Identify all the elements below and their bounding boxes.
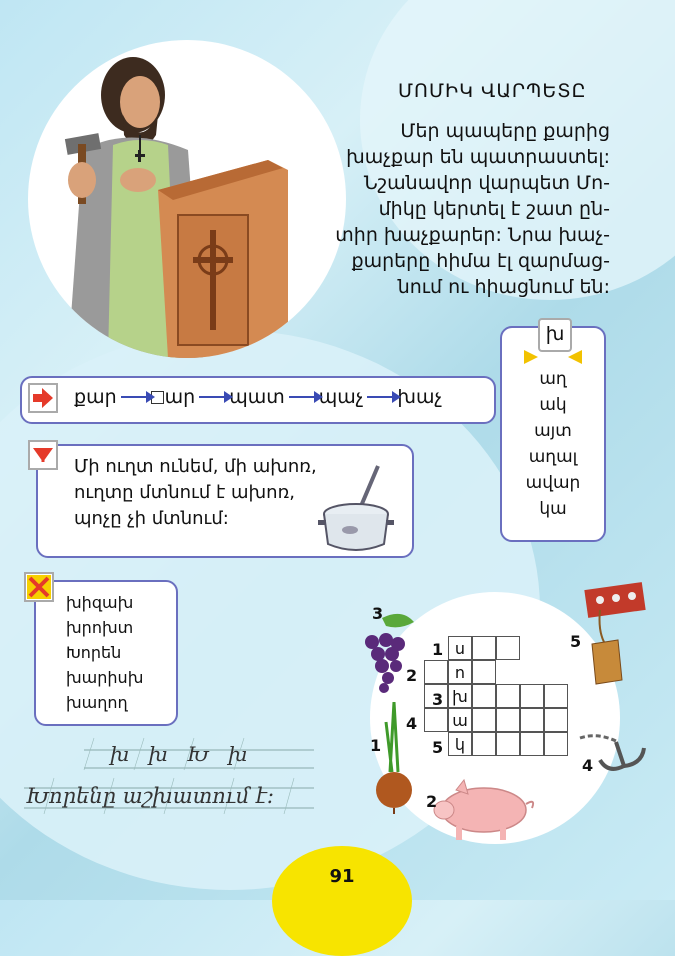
story-line: տիր խաչքարեր: Նրա խաչ- xyxy=(335,224,610,246)
crossword-cell[interactable] xyxy=(472,732,496,756)
crossword-cell[interactable] xyxy=(472,708,496,732)
crossword-letter-cell: խ xyxy=(448,684,472,708)
crossword-cell[interactable] xyxy=(520,708,544,732)
crossword-row-number: 1 xyxy=(432,640,444,659)
story-line: Նշանավոր վարպետ Մո- xyxy=(363,172,610,194)
crossword-row-number: 4 xyxy=(406,714,418,733)
master-illustration xyxy=(28,40,346,358)
page-number: 91 xyxy=(329,866,355,887)
arrow-icon xyxy=(367,396,393,398)
pig-icon xyxy=(430,776,540,842)
crossword-cell[interactable] xyxy=(472,636,496,660)
crossword-row-number: 2 xyxy=(406,666,418,685)
crossword-cell[interactable] xyxy=(520,684,544,708)
crossword-cell[interactable] xyxy=(424,708,448,732)
story-line: Մեր պապերը քարից xyxy=(400,120,610,142)
crossword-cell[interactable] xyxy=(520,732,544,756)
clue-number-pig: 2 xyxy=(426,792,438,811)
list-item: խարիսխ xyxy=(66,668,144,687)
clue-number-bag: 5 xyxy=(570,632,582,651)
riddle-box xyxy=(36,444,414,558)
crossword-cell[interactable] xyxy=(544,708,568,732)
word-chain xyxy=(74,386,442,408)
list-item: խաղող xyxy=(66,693,128,712)
handwriting-line-1: խ խ Խ խ xyxy=(110,742,248,766)
list-item: կա xyxy=(539,499,567,519)
down-arrow-icon xyxy=(28,440,58,470)
pointer-arrows-icon xyxy=(522,348,584,366)
clue-number-grapes: 3 xyxy=(372,604,384,623)
page-title: ՄՈՄԻԿ ՎԱՐՊԵՏԸ xyxy=(398,80,587,102)
riddle-text xyxy=(74,454,317,532)
chain-word: ար xyxy=(164,386,196,408)
arrow-icon xyxy=(289,396,315,398)
x-word-list xyxy=(66,590,143,715)
story-line: քարերը հիմա էլ զարմաց- xyxy=(351,250,610,272)
list-item: աղալ xyxy=(528,447,578,467)
word-list xyxy=(502,366,604,522)
crossword-letter-cell: ս xyxy=(448,636,472,660)
crossword-cell[interactable] xyxy=(496,732,520,756)
story-line: միկը կերտել է շատ ըն- xyxy=(378,198,610,220)
chain-word: խաչ xyxy=(397,386,443,408)
arrow-icon xyxy=(199,396,225,398)
right-arrow-icon xyxy=(28,383,58,413)
arrow-icon xyxy=(121,396,147,398)
chain-word: պաչ xyxy=(318,386,364,408)
list-item: Խորեն xyxy=(66,643,122,662)
crossword-cell[interactable] xyxy=(496,636,520,660)
crossword-letter-cell: ո xyxy=(448,660,472,684)
clue-number-onion: 1 xyxy=(370,736,382,755)
crossword-cell[interactable] xyxy=(496,684,520,708)
list-item: աղ xyxy=(539,369,567,389)
crossword-row-number: 5 xyxy=(432,738,444,757)
story-line: խաչքար են պատրաստել: xyxy=(346,146,610,168)
crossword-cell[interactable] xyxy=(496,708,520,732)
x-word-box xyxy=(34,580,178,726)
crossword-cell[interactable] xyxy=(472,684,496,708)
story-text xyxy=(300,118,610,300)
chain-word: քար xyxy=(74,386,117,408)
riddle-line: պոչը չի մտնում: xyxy=(74,508,229,529)
riddle-line: Մի ուղտ ունեմ, մի ախոռ, xyxy=(74,456,317,477)
crossword-cell[interactable] xyxy=(544,732,568,756)
riddle-line: ուղտը մտնում է ախոռ, xyxy=(74,482,295,503)
list-item: ավար xyxy=(525,473,581,493)
word-chain-box xyxy=(20,376,496,424)
story-line: նում ու հիացնում են: xyxy=(397,276,610,298)
list-item: այտ xyxy=(534,421,572,441)
letter-tab: խ xyxy=(538,318,572,352)
pot-and-ladle-icon xyxy=(318,464,398,554)
crossword-letter-cell: կ xyxy=(448,732,472,756)
list-item: ակ xyxy=(539,395,567,415)
chain-word: պատ xyxy=(229,386,285,408)
letter-word-box xyxy=(500,323,606,542)
crossword-cell[interactable] xyxy=(424,660,448,684)
crossword-letter-cell: ա xyxy=(448,708,472,732)
crossword-cell[interactable] xyxy=(544,684,568,708)
page-number-badge xyxy=(272,846,412,956)
list-item: խիզախ xyxy=(66,593,134,612)
handwriting-line-2: Խորենը աշխատում է: xyxy=(26,784,274,808)
list-item: խրոխտ xyxy=(66,618,134,637)
crossword-row-number: 3 xyxy=(432,690,444,709)
clue-number-anchor: 4 xyxy=(582,756,594,775)
cross-icon xyxy=(24,572,54,602)
crossword-cell[interactable] xyxy=(472,660,496,684)
